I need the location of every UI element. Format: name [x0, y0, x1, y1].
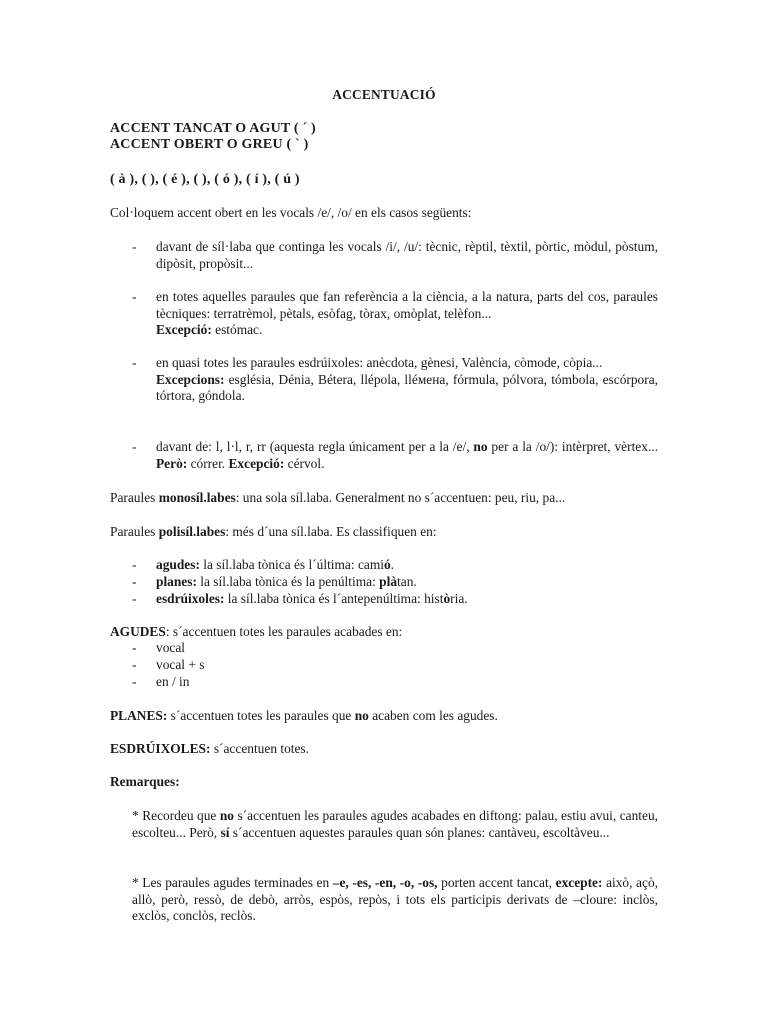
- exceptions-label: Excepcions:: [156, 371, 225, 387]
- term-polisillabes: polisíl.labes: [158, 524, 226, 539]
- case-text: cérvol.: [284, 455, 325, 471]
- case-item-3: [110, 355, 658, 405]
- monosillabes-paragraph: Paraules monosíl.labes: una sola síl.laba. Generalment no s´accentuen: peu, riu, pa...: [110, 490, 566, 505]
- list-dash: -: [132, 239, 137, 254]
- agudes-item-en-in: - en / in: [132, 674, 190, 689]
- remark-1: * Recordeu que no s´accentuen les paraules agudes acabades en diftong: palau, estiu avui, canteu, escolteu... Però, sí s´accentuen aquestes paraules quan són planes: cantàveu, escoltàveu...: [132, 808, 659, 840]
- page-title: ACCENTUACIÓ: [332, 87, 436, 102]
- accent-tancat-heading: ACCENT TANCAT O AGUT ( ´ ): [110, 121, 316, 136]
- case-text: en quasi totes les paraules esdrúixoles: anècdota, gènesi, València, còmode, còpia...: [156, 355, 603, 370]
- pero-label: Però:: [156, 455, 188, 471]
- agudes-item-vocal-s: - vocal + s: [132, 657, 205, 672]
- exception-label: Excepció:: [156, 322, 212, 338]
- list-dash: -: [132, 289, 137, 304]
- case-item-1: [110, 239, 658, 272]
- exception-label: Excepció:: [228, 455, 285, 471]
- emphasis-no: no: [473, 439, 488, 454]
- case-item-2: [110, 289, 658, 339]
- accent-obert-heading: ACCENT OBERT O GREU ( ` ): [110, 137, 309, 152]
- class-item-agudes: - agudes: la síl.laba tònica és l´última: camió.: [132, 557, 395, 572]
- intro-paragraph: Col·loquem accent obert en les vocals /e/, /o/ en els casos següents:: [110, 205, 472, 220]
- remark-2: * Les paraules agudes terminades en –e, -es, -en, -o, -os, porten accent tancat, excepte: això, açò, allò, però, ressò, de debò, arròs, espòs, repòs, i tots els participis derivats de –cloure: inclòs, exclòs, conclòs, reclòs.: [132, 875, 658, 924]
- case-text: per a la /o/): intèrpret, vèrtex...: [487, 439, 658, 454]
- remarques-heading: Remarques:: [110, 774, 180, 789]
- case-text: córrer.: [187, 455, 229, 471]
- planes-paragraph: PLANES: s´accentuen totes les paraules que no acaben com les agudes.: [110, 708, 498, 723]
- agudes-paragraph: AGUDES: s´accentuen totes les paraules acabades en:: [110, 624, 403, 639]
- case-item-4: [110, 439, 658, 472]
- class-item-planes: - planes: la síl.laba tònica és la penúltima: plàtan.: [132, 574, 417, 589]
- list-dash: -: [132, 657, 137, 672]
- class-item-esdruixoles: - esdrúixoles: la síl.laba tònica és l´antepenúltima: història.: [132, 591, 468, 606]
- term-planes: PLANES:: [110, 708, 168, 723]
- list-dash: -: [132, 439, 137, 454]
- exception-text: estómac.: [211, 322, 263, 338]
- list-dash: -: [132, 355, 137, 370]
- list-dash: -: [132, 574, 137, 589]
- list-dash: -: [132, 591, 137, 606]
- term-esdruixoles: ESDRÚIXOLES:: [110, 741, 211, 756]
- vocals-line: ( à ), ( ), ( é ), ( ), ( ó ), ( í ), ( ú ): [110, 172, 300, 187]
- term-monosillabes: monosíl.labes: [158, 490, 236, 505]
- exceptions-text: església, Dénia, Bétera, llépola, lléмена, fórmula, pólvora, tómbola, escórpora, tórtora, góndola.: [156, 371, 658, 404]
- list-dash: -: [132, 640, 137, 655]
- case-text: en totes aquelles paraules que fan referència a la ciència, a la natura, parts del cos, paraules tècniques: terratrèmol, pètals, esòfag, tòrax, omòplat, telèfon...: [156, 289, 658, 321]
- polisillabes-paragraph: Paraules polisíl.labes: més d´una síl.laba. Es classifiquen en:: [110, 524, 437, 539]
- case-text: davant de: l, l·l, r, rr (aquesta regla únicament per a la /e/,: [156, 439, 474, 454]
- case-text: davant de síl·laba que continga les vocals /i/, /u/: tècnic, rèptil, tèxtil, pòrtic, mòdul, pòstum, dipòsit, propòsit...: [156, 239, 658, 271]
- term-agudes: AGUDES: [110, 624, 166, 639]
- agudes-item-vocal: - vocal: [132, 640, 185, 655]
- list-dash: -: [132, 674, 137, 689]
- esdruixoles-paragraph: ESDRÚIXOLES: s´accentuen totes.: [110, 741, 309, 756]
- list-dash: -: [132, 557, 137, 572]
